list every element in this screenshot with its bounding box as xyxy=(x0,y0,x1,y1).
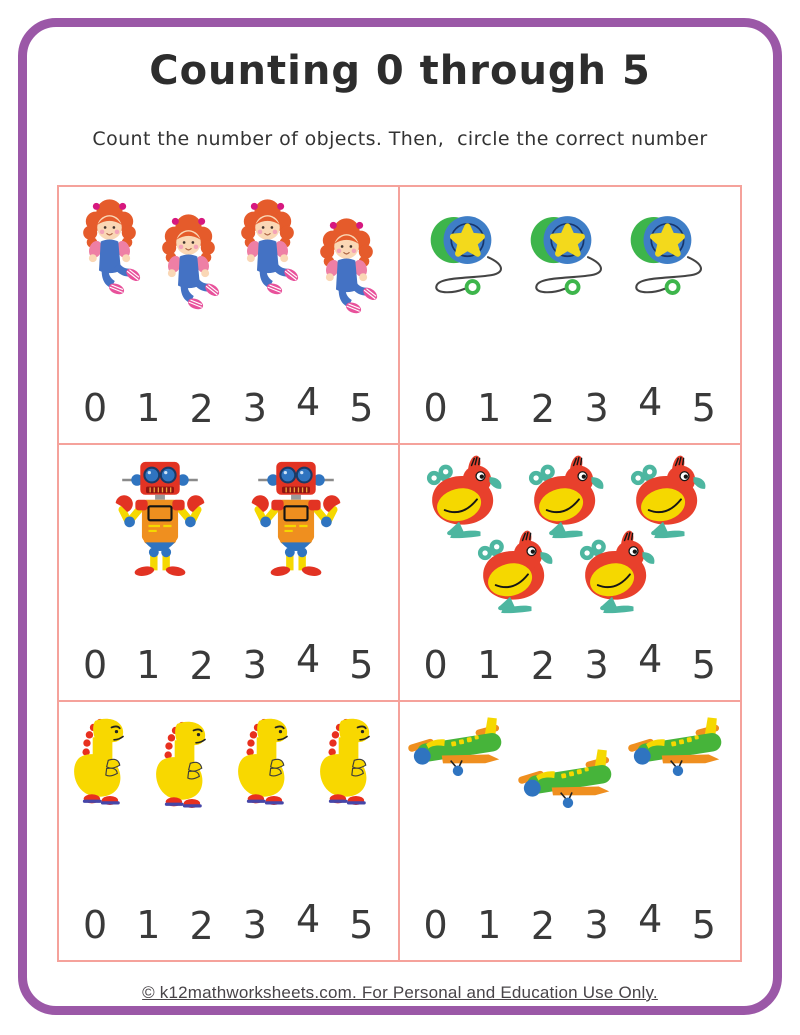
number-choices-row xyxy=(83,637,374,689)
number-choice-5[interactable]: 5 xyxy=(349,902,374,947)
number-choices-row xyxy=(83,896,374,948)
number-choices-row xyxy=(83,379,374,431)
number-choice-1[interactable]: 1 xyxy=(477,643,502,688)
toy-robot-icon xyxy=(114,457,206,577)
object-group-dinosaurs xyxy=(59,702,398,808)
number-choice-4[interactable]: 4 xyxy=(638,896,663,941)
yoyo-icon xyxy=(623,211,717,296)
number-choice-4[interactable]: 4 xyxy=(296,896,321,941)
problem-cell-airplanes xyxy=(400,702,741,960)
number-choice-2[interactable]: 2 xyxy=(530,644,555,689)
rag-doll-icon xyxy=(228,195,307,299)
number-choice-0[interactable]: 0 xyxy=(83,643,108,688)
instructions-text: Count the number of objects. Then, circle the correct number xyxy=(92,128,708,150)
number-choices-row xyxy=(423,637,717,689)
number-choice-5[interactable]: 5 xyxy=(691,902,716,947)
problem-cell-robots xyxy=(59,445,400,703)
toy-dinosaur-icon xyxy=(64,716,146,808)
number-choice-3[interactable]: 3 xyxy=(584,643,609,688)
number-choice-4[interactable]: 4 xyxy=(296,379,321,424)
toy-robot-icon xyxy=(250,457,342,577)
object-group-yoyos xyxy=(400,187,741,296)
yoyo-icon xyxy=(423,211,517,296)
wind-up-bird-icon xyxy=(571,528,671,617)
number-choice-5[interactable]: 5 xyxy=(691,385,716,430)
number-choice-0[interactable]: 0 xyxy=(83,385,108,430)
number-choice-0[interactable]: 0 xyxy=(423,643,448,688)
toy-airplane-icon xyxy=(627,714,733,781)
page-title: Counting 0 through 5 xyxy=(149,48,651,94)
problem-cell-dolls xyxy=(59,187,400,445)
rag-doll-icon xyxy=(70,195,149,299)
rag-doll-icon xyxy=(307,214,386,318)
number-choices-row xyxy=(423,379,717,431)
number-choice-2[interactable]: 2 xyxy=(189,903,214,948)
number-choice-4[interactable]: 4 xyxy=(638,379,663,424)
number-choice-3[interactable]: 3 xyxy=(242,643,267,688)
number-choice-4[interactable]: 4 xyxy=(296,637,321,682)
number-choice-0[interactable]: 0 xyxy=(423,902,448,947)
problem-cell-dinosaurs xyxy=(59,702,400,960)
problem-cell-yoyos xyxy=(400,187,741,445)
object-group-robots xyxy=(59,445,398,577)
number-choice-2[interactable]: 2 xyxy=(530,903,555,948)
number-choice-0[interactable]: 0 xyxy=(83,902,108,947)
number-choice-3[interactable]: 3 xyxy=(242,902,267,947)
number-choice-5[interactable]: 5 xyxy=(691,643,716,688)
toy-airplane-icon xyxy=(517,746,623,813)
object-group-airplanes xyxy=(400,702,741,781)
toy-dinosaur-icon xyxy=(228,716,310,808)
number-choice-2[interactable]: 2 xyxy=(189,386,214,431)
number-choice-3[interactable]: 3 xyxy=(584,385,609,430)
number-choice-2[interactable]: 2 xyxy=(530,386,555,431)
number-choice-4[interactable]: 4 xyxy=(638,637,663,682)
problem-cell-birds xyxy=(400,445,741,703)
number-choice-2[interactable]: 2 xyxy=(189,644,214,689)
wind-up-bird-icon xyxy=(469,528,569,617)
number-choice-1[interactable]: 1 xyxy=(136,385,161,430)
number-choice-1[interactable]: 1 xyxy=(136,902,161,947)
toy-dinosaur-icon xyxy=(146,719,228,811)
number-choice-5[interactable]: 5 xyxy=(349,643,374,688)
object-group-dolls xyxy=(59,187,398,299)
problem-grid xyxy=(57,185,742,962)
toy-dinosaur-icon xyxy=(310,716,392,808)
footer-credit: © k12mathworksheets.com. For Personal and Education Use Only. xyxy=(142,983,658,1002)
yoyo-icon xyxy=(523,211,617,296)
object-group-birds xyxy=(400,445,741,634)
number-choice-3[interactable]: 3 xyxy=(584,902,609,947)
number-choice-0[interactable]: 0 xyxy=(423,385,448,430)
rag-doll-icon xyxy=(149,210,228,314)
number-choice-3[interactable]: 3 xyxy=(242,385,267,430)
number-choice-1[interactable]: 1 xyxy=(477,385,502,430)
toy-airplane-icon xyxy=(407,714,513,781)
number-choices-row xyxy=(423,896,717,948)
number-choice-1[interactable]: 1 xyxy=(136,643,161,688)
number-choice-1[interactable]: 1 xyxy=(477,902,502,947)
number-choice-5[interactable]: 5 xyxy=(349,385,374,430)
